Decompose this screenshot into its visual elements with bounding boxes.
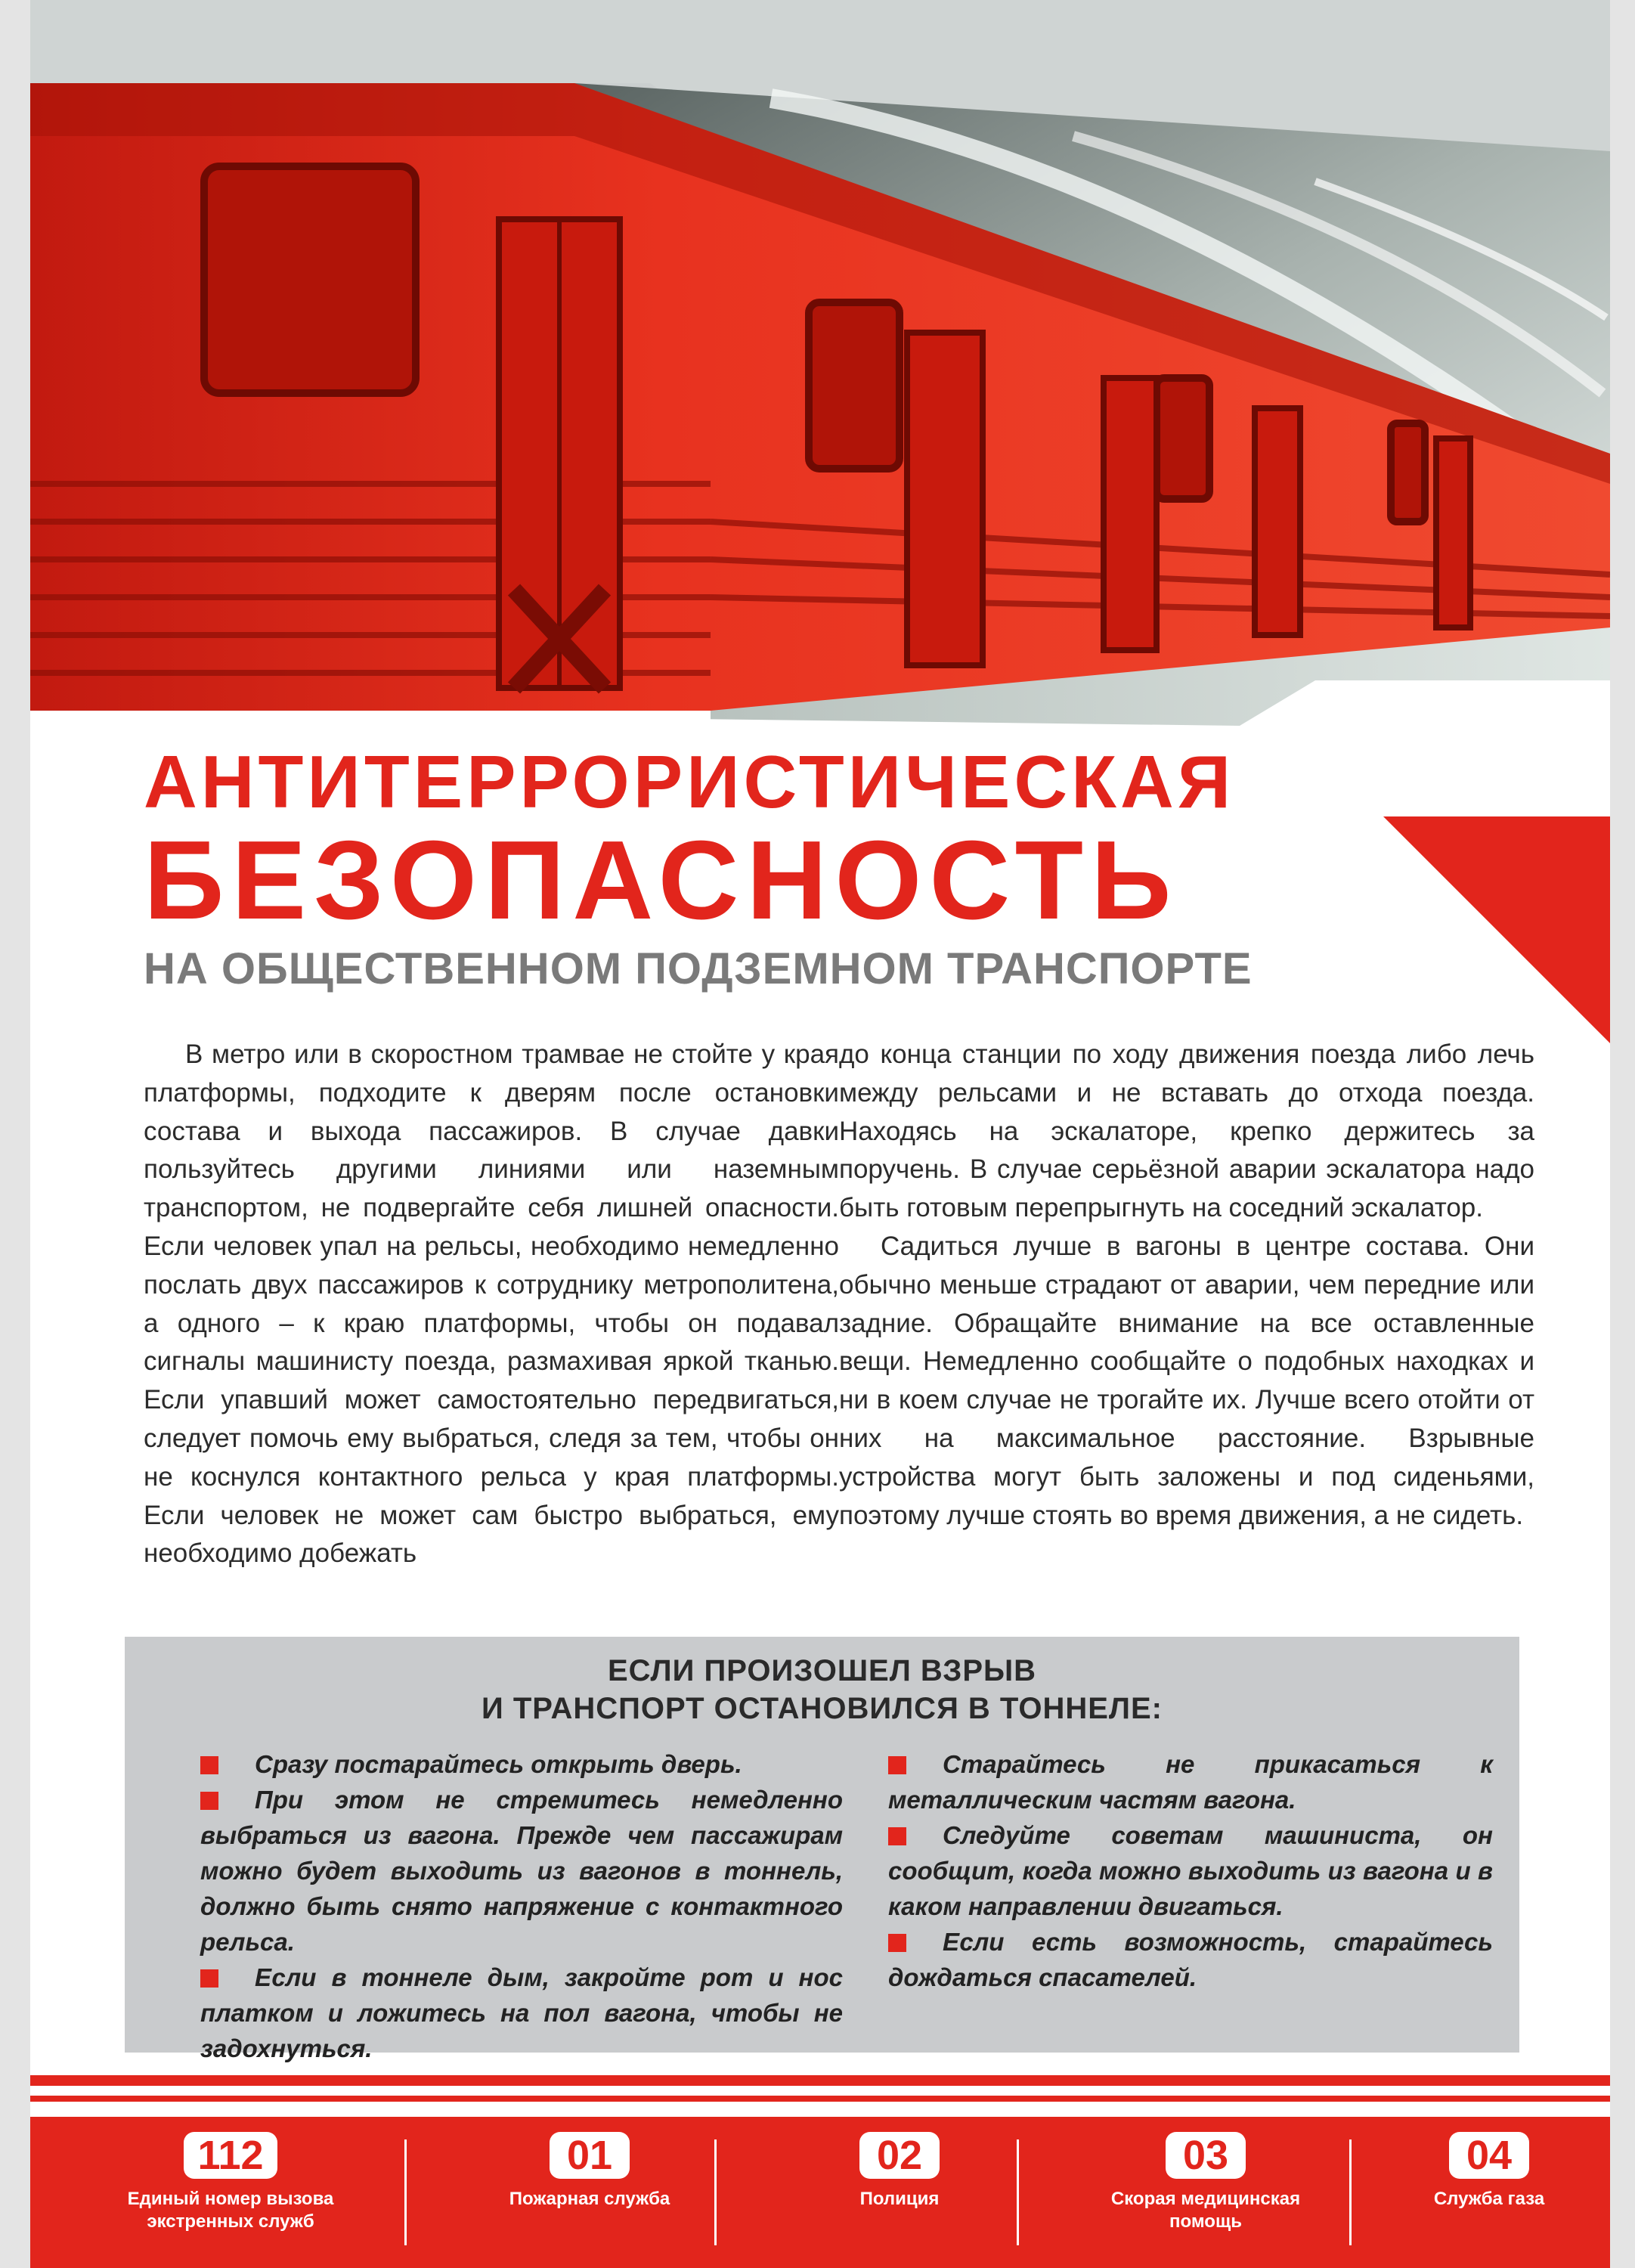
- footer-divider-line: [30, 2096, 1610, 2102]
- title-block: [144, 740, 1353, 943]
- footer-divider-line: [30, 2075, 1610, 2086]
- body-column-right: [839, 1036, 1534, 1535]
- instructions-list-left: [200, 1746, 843, 2066]
- list-item-text: Следуйте советам машиниста, он сообщит, когда можно выходить из вагона и в каком направлении двигаться.: [888, 1821, 1493, 1920]
- instructions-list-right: [888, 1746, 1493, 1995]
- square-bullet-icon: [200, 1756, 218, 1774]
- body-paragraph: В метро или в скоростном трамвае не стойте у края платформы, подходите к дверям после остановки состава и выхода пассажиров. В случае давки пользуйтесь другими линиями или наземным транспортом, не подвергайте себя лишней опасности. Если человек упал на рельсы, необходимо немедленно послать двух пассажиров к сотруднику метрополитена, а одного – к краю платформы, чтобы он подавал сигналы машинисту поезда, размахивая яркой тканью. Если упавший может самостоятельно передвигаться, следует помочь ему выбраться, следя за тем, чтобы он не коснулся контактного рельса у края платформы. Если человек не может сам быстро выбраться, ему необходимо добежать: [144, 1040, 839, 1569]
- emergency-label: [102, 2188, 359, 2233]
- list-item-text: Если есть возможность, старайтесь дождаться спасателей.: [888, 1928, 1493, 1991]
- title-line-1: АНТИТЕРРОРИСТИЧЕСКАЯ: [144, 740, 1235, 823]
- emergency-label: [1383, 2188, 1595, 2211]
- emergency-item-03: [1051, 2132, 1361, 2233]
- explosion-instructions-box: [125, 1637, 1519, 2062]
- footer-separator: [1017, 2139, 1019, 2245]
- emergency-item-02: [771, 2132, 1028, 2211]
- square-bullet-icon: [888, 1934, 906, 1952]
- emergency-number: 03: [1166, 2132, 1246, 2179]
- emergency-item-04: [1383, 2132, 1595, 2211]
- footer-separator: [714, 2139, 717, 2245]
- train-photo: [30, 0, 1610, 726]
- list-item: [200, 1960, 843, 2066]
- square-bullet-icon: [200, 1792, 218, 1810]
- emergency-label-line: Единый номер вызова: [127, 2189, 334, 2209]
- emergency-number: 112: [184, 2132, 277, 2179]
- footer-separator: [404, 2139, 407, 2245]
- body-paragraph: Садиться лучше в вагоны в центре состава. Они обычно меньше страдают от аварии, чем передние или задние. Обращайте внимание на все оставленные вещи. Немедленно сообщайте о подобных находках и ни в коем случае не трогайте их. Лучше всего отойти от них на максимальное расстояние. Взрывные устройства могут быть заложены и под сиденьями, поэтому лучше стоять во время движения, а не сидеть.: [839, 1231, 1534, 1530]
- subtitle: НА ОБЩЕСТВЕННОМ ПОДЗЕМНОМ ТРАНСПОРТЕ: [144, 944, 1253, 993]
- poster-page: [30, 0, 1610, 2268]
- title-line-2: БЕЗОПАСНОСТЬ: [144, 818, 1179, 943]
- body-column-left: [144, 1036, 839, 1573]
- list-item: [888, 1746, 1493, 1817]
- emergency-number: 02: [859, 2132, 940, 2179]
- emergency-label-line: Служба газа: [1433, 2189, 1545, 2209]
- emergency-item-112: [102, 2132, 359, 2233]
- box-heading-line-2: И ТРАНСПОРТ ОСТАНОВИЛСЯ В ТОННЕЛЕ:: [481, 1692, 1163, 1725]
- emergency-numbers-footer: [30, 2117, 1610, 2268]
- body-paragraph: до конца станции по ходу движения поезда либо лечь между рельсами и не вставать до отхода поезда. Находясь на эскалаторе, крепко держитесь за поручень. В случае серьёзной аварии эскалатора надо быть готовым перепрыгнуть на соседний эскалатор.: [839, 1040, 1534, 1223]
- list-item: [200, 1746, 843, 1782]
- list-item-text: Если в тоннеле дым, закройте рот и нос платком и ложитесь на пол вагона, чтобы не задохнуться.: [200, 1963, 843, 2062]
- emergency-item-01: [438, 2132, 741, 2211]
- footer-separator: [1349, 2139, 1352, 2245]
- emergency-label: [771, 2188, 1028, 2211]
- list-item: [200, 1782, 843, 1960]
- red-corner-triangle: [1383, 816, 1610, 1043]
- emergency-label-line: Полиция: [859, 2189, 940, 2209]
- emergency-number: 04: [1449, 2132, 1529, 2179]
- emergency-label-line: Скорая медицинская: [1110, 2189, 1301, 2209]
- emergency-label-line: экстренных служб: [147, 2211, 314, 2232]
- emergency-label: [1051, 2188, 1361, 2233]
- list-item-text: Старайтесь не прикасаться к металлическим частям вагона.: [888, 1750, 1493, 1814]
- square-bullet-icon: [200, 1969, 218, 1988]
- emergency-label-line: Пожарная служба: [509, 2189, 670, 2209]
- box-heading: [125, 1652, 1519, 1727]
- list-item: [888, 1817, 1493, 1924]
- square-bullet-icon: [888, 1827, 906, 1845]
- list-item-text: Сразу постарайтесь открыть дверь.: [255, 1750, 742, 1778]
- emergency-number: 01: [550, 2132, 630, 2179]
- list-item: [888, 1924, 1493, 1995]
- list-item-text: При этом не стремитесь немедленно выбраться из вагона. Прежде чем пассажирам можно будет выходить из вагонов в тоннель, должно быть снято напряжение с контактного рельса.: [200, 1786, 843, 1956]
- square-bullet-icon: [888, 1756, 906, 1774]
- box-heading-line-1: ЕСЛИ ПРОИЗОШЕЛ ВЗРЫВ: [607, 1654, 1037, 1687]
- emergency-label: [438, 2188, 741, 2211]
- emergency-label-line: помощь: [1169, 2211, 1242, 2232]
